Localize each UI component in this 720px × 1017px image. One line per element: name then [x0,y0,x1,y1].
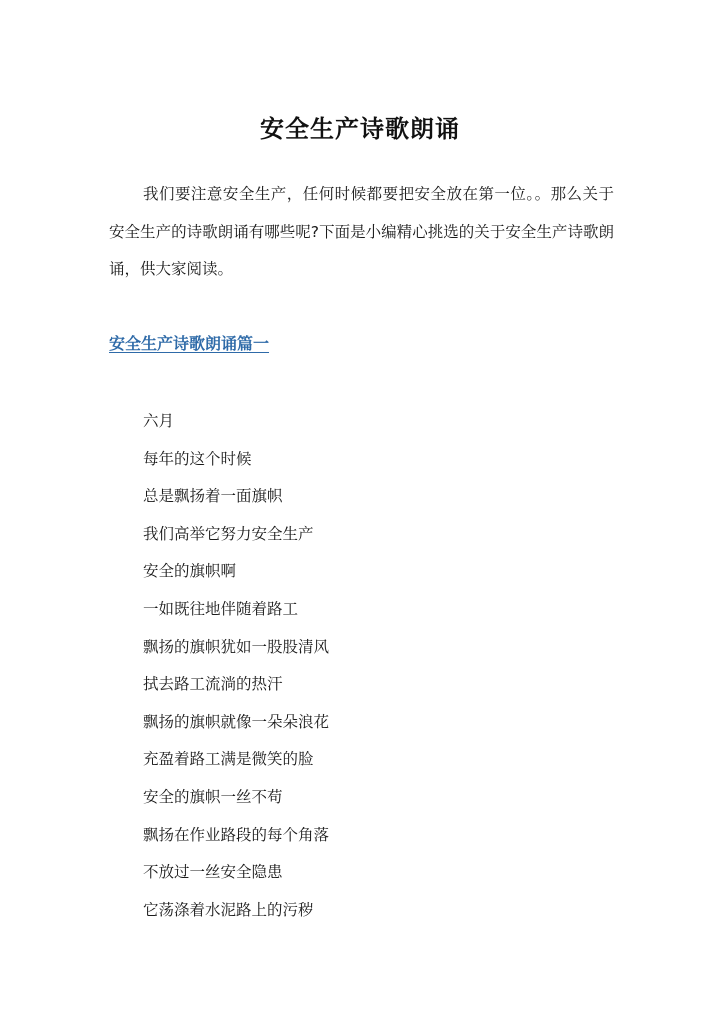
poem-line: 拭去路工流淌的热汗 [143,675,283,694]
poem-line: 飘扬在作业路段的每个角落 [143,825,330,844]
poem-line: 它荡涤着水泥路上的污秽 [143,900,314,919]
poem-line: 六月 [143,412,175,430]
section-link-part-one[interactable]: 安全生产诗歌朗诵篇一 [109,334,270,353]
poem-line: 每年的这个时候 [143,449,252,468]
poem-lines [143,403,329,929]
poem-line: 一如既往地伴随着路工 [143,599,299,618]
poem-line: 总是飘扬着一面旗帜 [143,487,283,506]
poem-line: 飘扬的旗帜犹如一股股清风 [143,637,330,656]
document-title: 安全生产诗歌朗诵 [260,115,460,143]
poem-line: 我们高举它努力安全生产 [143,524,314,543]
poem-line: 充盈着路工满是微笑的脸 [143,750,314,769]
poem-line: 不放过一丝安全隐患 [143,863,283,882]
poem-line: 飘扬的旗帜就像一朵朵浪花 [143,712,330,731]
poem-line: 安全的旗帜啊 [143,562,237,581]
poem-line: 安全的旗帜一丝不苟 [143,787,283,806]
intro-paragraph: 我们要注意安全生产，任何时候都要把安全放在第一位。。那么关于安全生产的诗歌朗诵有哪些呢?下面是小编精心挑选的关于安全生产诗歌朗诵，供大家阅读。 [109,185,614,278]
